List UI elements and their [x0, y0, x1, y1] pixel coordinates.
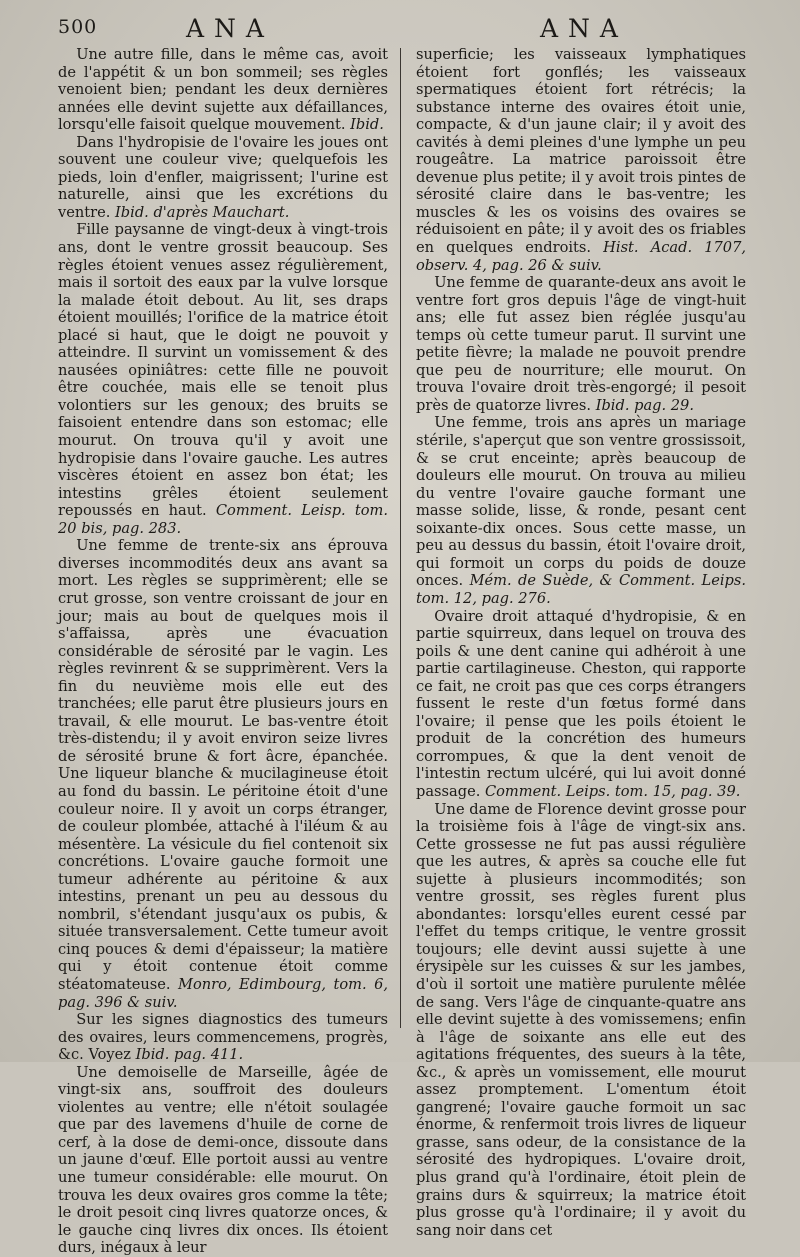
paragraph	[416, 274, 746, 414]
paragraph-text: Fille paysanne de vingt-deux à vingt-trois ans, dont le ventre grossit beaucoup. Ses règles étoient venues assez régulièrement, mais il sortoit des eaux par la vulve lorsque la malade étoit debout. Au lit, ses draps étoient mouillés; l'orifice de la matrice étoit placé si haut, que le doigt ne pouvoit y atteindre. Il survint un vomissement & des nausées opiniâtres: cette fille ne pouvoit être couchée, mais elle se tenoit plus volontiers sur les genoux; des bruits se faisoient entendre dans son estomac; elle mourut. On trouva qu'il y avoit une hydropisie dans l'ovaire gauche. Les autres viscères étoient en assez bon état; les intestins grêles étoient seulement repoussés en haut.	[58, 221, 388, 520]
paragraph-text: Une femme, trois ans après un mariage stérile, s'aperçut que son ventre grossissoit, & se crut enceinte; après beaucoup de douleurs elle mourut. On trouva au milieu du ventre l'ovaire gauche formant une masse solide, lisse, & ronde, pesant cent soixante-dix onces. Sous cette masse, un peu au dessus du bassin, étoit l'ovaire droit, qui formoit un corps du poids de douze onces.	[416, 414, 746, 590]
paragraph-text: superficie; les vaisseaux lymphatiques étoient fort gonflés; les vaisseaux spermatiques étoient fort rétrécis; la substance interne des ovaires étoit unie, compacte, & d'un jaune clair; il y avoit des cavités à demi pleines d'une lymphe un peu rougeâtre. La matrice paroissoit être devenue plus petite; il y avoit trois pintes de sérosité claire dans le bas-ventre; les muscles & les os voisins des ovaires se réduisoient en pâte; il y avoit des os friables en quelques endroits.	[416, 46, 746, 257]
paragraph-text: Une femme de trente-six ans éprouva diverses incommodités deux ans avant sa mort. Les règles se supprimèrent; elle se crut grosse, son ventre croissant de jour en jour; mais au bout de quelques mois il s'affaissa, après une évacuation considérable de sérosité par le vagin. Les règles revinrent & se supprimèrent. Vers la fin du neuvième mois elle eut des tranchées; elle parut être plusieurs jours en travail, & elle mourut. Le bas-ventre étoit très-distendu; il y avoit environ seize livres de sérosité brune & fort âcre, épanchée. Une liqueur blanche & mucilagineuse étoit au fond du bassin. Le péritoine étoit d'une couleur noire. Il y avoit un corps étranger, de couleur plombée, attaché à l'iléum & au mésentère. La vésicule du fiel contenoit six concrétions. L'ovaire gauche formoit une tumeur adhérente au péritoine & aux intestins, prenant un peu au dessous du nombril, s'étendant jusqu'aux os pubis, & située transversalement. Cette tumeur avoit cinq pouces & demi d'épaisseur; la matière qui y étoit contenue étoit comme stéatomateuse.	[58, 537, 388, 993]
paragraph	[416, 801, 746, 1240]
paragraph-text: Une autre fille, dans le même cas, avoit de l'appétit & un bon sommeil; ses règles venoient bien; pendant les deux dernières années elle devint sujette aux défaillances, lorsqu'elle faisoit quelque mouvement.	[58, 46, 388, 134]
paragraph	[58, 134, 388, 222]
page-header	[0, 14, 800, 48]
paragraph	[58, 1064, 388, 1257]
citation: Comment. Leisp. tom. 20 bis, pag. 283.	[58, 502, 389, 537]
column-divider	[400, 48, 401, 1028]
paragraph-text: Une demoiselle de Marseille, âgée de vingt-six ans, souffroit des douleurs violentes au ventre; elle n'étoit soulagée que par des lavemens d'huile de corne de cerf, à la dose de demi-once, dissoute dans un jaune d'œuf. Elle portoit aussi au ventre une tumeur considérable: elle mourut. On trouva les deux ovaires gros comme la tête; le droit pesoit cinq livres quatorze onces, & le gauche cinq livres dix onces. Ils étoient durs, inégaux à leur	[58, 1063, 388, 1257]
left-column	[58, 46, 388, 1257]
paragraph	[58, 221, 388, 537]
citation: Monro, Edimbourg, tom. 6, pag. 396 & suiv.	[58, 975, 389, 1011]
paragraph-text: Une dame de Florence devint grosse pour la troisième fois à l'âge de vingt-six ans. Cette grossesse ne fut pas aussi régulière que les autres, & après sa couche elle fut sujette à plusieurs incommodités; son ventre grossit, ses règles furent plus abondantes: lorsqu'elles eurent cessé par l'effet du temps critique, le ventre grossit toujours; elle devint aussi sujette à une érysipèle sur les cuisses & sur les jambes, d'où il sortoit une matière purulente mêlée de sang. Vers l'âge de cinquante-quatre ans elle devint sujette à des vomissemens; enfin à l'âge de soixante ans elle eut des agitations fréquentes, des sueurs à la tête, &c., & après un vomissement, elle mourut assez promptement. L'omentum étoit gangrené; l'ovaire gauche formoit un sac énorme, & renfermoit trois livres de liqueur grasse, sans odeur, de la consistance de la sérosité des hydropiques. L'ovaire droit, plus grand qu'à l'ordinaire, étoit plein de grains durs & squirreux; la matrice étoit plus grosse qu'à l'ordinaire; il y avoit du sang noir dans cet	[416, 800, 746, 1239]
right-column	[416, 46, 746, 1239]
paragraph-text: Sur les signes diagnostics des tumeurs des ovaires, leurs commencemens, progrès, &c. Voyez	[58, 1011, 388, 1064]
citation: Mém. de Suède, & Comment. Leips. tom. 12, pag. 276.	[416, 572, 746, 607]
citation: Ibid.	[350, 116, 384, 134]
citation: Ibid. d'après Mauchart.	[115, 203, 290, 221]
paragraph	[416, 608, 746, 801]
paragraph	[58, 1011, 388, 1064]
paragraph	[416, 414, 746, 607]
paragraph	[416, 46, 746, 274]
paragraph-text: Dans l'hydropisie de l'ovaire les joues ont souvent une couleur vive; quelquefois les pieds, loin d'enfler, maigrissent; l'urine est naturelle, ainsi que les excrétions du ventre.	[58, 133, 388, 221]
running-head-right: ANA	[540, 14, 628, 43]
running-head-left: ANA	[186, 14, 274, 43]
paragraph-text: Une femme de quarante-deux ans avoit le ventre fort gros depuis l'âge de vingt-huit ans; elle fut assez bien réglée jusqu'au temps où cette tumeur parut. Il survint une petite fièvre; la malade ne pouvoit prendre que peu de nourriture; elle mourut. On trouva l'ovaire droit très-engorgé; il pesoit près de quatorze livres.	[416, 274, 746, 414]
paragraph	[58, 537, 388, 1011]
citation: Ibid. pag. 411.	[135, 1046, 244, 1064]
citation: Hist. Acad. 1707, observ. 4, pag. 26 & suiv.	[416, 239, 747, 274]
paragraph	[58, 46, 388, 134]
citation: Ibid. pag. 29.	[595, 396, 694, 414]
page-number: 500	[58, 16, 98, 38]
paragraph-text: Ovaire droit attaqué d'hydropisie, & en partie squirreux, dans lequel on trouva des poils & une dent canine qui adhéroit à une partie cartilagineuse. Cheston, qui rapporte ce fait, ne croit pas que ces corps étrangers fussent le reste d'un fœtus formé dans l'ovaire; il pense que les poils étoient le produit de la concrétion des humeurs corrompues, & que la dent venoit de l'intestin rectum ulcéré, qui lui avoit donné passage.	[416, 607, 746, 800]
citation: Comment. Leips. tom. 15, pag. 39.	[484, 782, 741, 800]
